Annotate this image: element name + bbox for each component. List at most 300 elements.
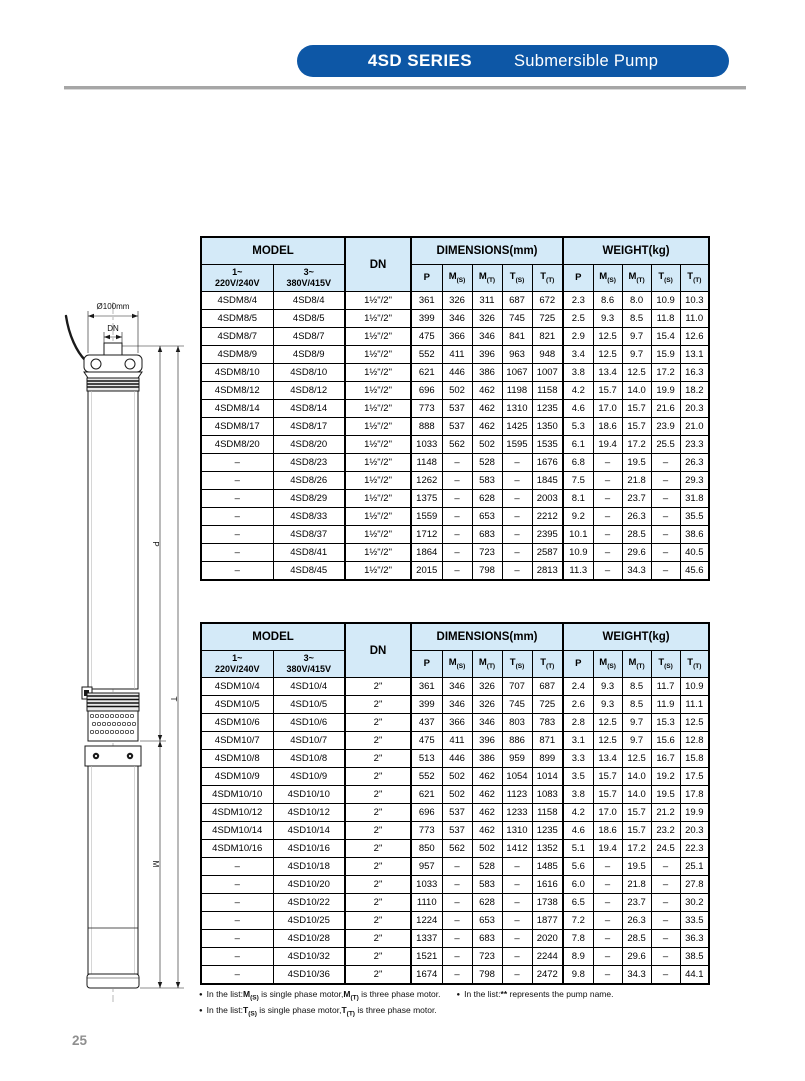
table-cell: 462 bbox=[472, 786, 502, 804]
table-cell: 2212 bbox=[532, 508, 563, 526]
table-cell: 621 bbox=[411, 364, 442, 382]
table-cell: 4SD10/22 bbox=[273, 894, 345, 912]
table-row bbox=[201, 804, 709, 822]
pump-spec-table-8 bbox=[200, 236, 710, 581]
table-cell: 1595 bbox=[502, 436, 532, 454]
table-cell: 1½"/2" bbox=[345, 508, 411, 526]
column-header: $M_{(T)}$ bbox=[472, 265, 502, 292]
column-header: $T_{(S)}$ bbox=[502, 651, 532, 678]
table-cell: 19.4 bbox=[593, 840, 622, 858]
table-cell: – bbox=[201, 894, 273, 912]
table-row bbox=[201, 328, 709, 346]
table-cell: 15.8 bbox=[680, 750, 709, 768]
table-cell: – bbox=[593, 562, 622, 581]
table-cell: 502 bbox=[472, 436, 502, 454]
table-cell: 1½"/2" bbox=[345, 490, 411, 508]
table-row bbox=[201, 310, 709, 328]
table-cell: 725 bbox=[532, 310, 563, 328]
footnotes bbox=[199, 989, 779, 1020]
table-cell: 326 bbox=[472, 678, 502, 696]
table-cell: 29.6 bbox=[622, 948, 651, 966]
table-cell: – bbox=[502, 490, 532, 508]
dimensions-header: DIMENSIONS(mm) bbox=[411, 237, 563, 265]
table-cell: 9.3 bbox=[593, 678, 622, 696]
table-cell: – bbox=[442, 858, 472, 876]
table-cell: 1521 bbox=[411, 948, 442, 966]
table-cell: – bbox=[201, 508, 273, 526]
column-header: $T_{(S)}$ bbox=[651, 265, 680, 292]
table-cell: 1158 bbox=[532, 382, 563, 400]
table-cell: 15.7 bbox=[622, 418, 651, 436]
table-cell: – bbox=[201, 562, 273, 581]
table-cell: 19.9 bbox=[651, 382, 680, 400]
table-cell: 19.9 bbox=[680, 804, 709, 822]
table-cell: 1738 bbox=[532, 894, 563, 912]
table-cell: 20.3 bbox=[680, 822, 709, 840]
table-cell: 4SDM10/16 bbox=[201, 840, 273, 858]
column-header: $M_{(S)}$ bbox=[593, 651, 622, 678]
table-cell: 23.3 bbox=[680, 436, 709, 454]
column-header: P bbox=[563, 265, 593, 292]
table-cell: 9.7 bbox=[622, 328, 651, 346]
table-cell: 3.8 bbox=[563, 364, 593, 382]
table-row bbox=[201, 436, 709, 454]
table-cell: 4SD8/14 bbox=[273, 400, 345, 418]
table-cell: 28.5 bbox=[622, 930, 651, 948]
table-cell: – bbox=[593, 894, 622, 912]
table-cell: 1½"/2" bbox=[345, 418, 411, 436]
table-cell: 2" bbox=[345, 732, 411, 750]
table-cell: 1½"/2" bbox=[345, 472, 411, 490]
table-cell: 4SDM10/12 bbox=[201, 804, 273, 822]
table-cell: 9.7 bbox=[622, 732, 651, 750]
table-cell: – bbox=[651, 526, 680, 544]
table-cell: 1559 bbox=[411, 508, 442, 526]
table-cell: – bbox=[502, 930, 532, 948]
table-cell: 6.8 bbox=[563, 454, 593, 472]
column-header: $M_{(S)}$ bbox=[593, 265, 622, 292]
table-row bbox=[201, 696, 709, 714]
table-cell: 4SDM8/5 bbox=[201, 310, 273, 328]
table-row bbox=[201, 714, 709, 732]
table-row bbox=[201, 948, 709, 966]
table-cell: 1½"/2" bbox=[345, 310, 411, 328]
model-header: MODEL bbox=[201, 623, 345, 651]
table-cell: 2" bbox=[345, 930, 411, 948]
table-cell: 21.8 bbox=[622, 472, 651, 490]
table-cell: – bbox=[502, 544, 532, 562]
table-cell: 1616 bbox=[532, 876, 563, 894]
weight-header: WEIGHT(kg) bbox=[563, 623, 709, 651]
table-cell: 4.2 bbox=[563, 804, 593, 822]
table-cell: 537 bbox=[442, 804, 472, 822]
table-cell: 6.5 bbox=[563, 894, 593, 912]
table-cell: 346 bbox=[472, 328, 502, 346]
table-cell: 462 bbox=[472, 400, 502, 418]
table-cell: – bbox=[442, 562, 472, 581]
column-header: $T_{(T)}$ bbox=[680, 265, 709, 292]
table-row bbox=[201, 858, 709, 876]
table-cell: – bbox=[502, 876, 532, 894]
table-cell: 23.9 bbox=[651, 418, 680, 436]
table-cell: 33.5 bbox=[680, 912, 709, 930]
table-cell: – bbox=[651, 894, 680, 912]
dimension-p-label: P bbox=[151, 541, 160, 547]
table-cell: 4SDM10/10 bbox=[201, 786, 273, 804]
table-cell: 23.7 bbox=[622, 894, 651, 912]
table-cell: 14.0 bbox=[622, 382, 651, 400]
table-cell: – bbox=[201, 544, 273, 562]
table-cell: 4SD8/7 bbox=[273, 328, 345, 346]
table-cell: 11.1 bbox=[680, 696, 709, 714]
table-cell: 2.3 bbox=[563, 292, 593, 310]
table-cell: 4SD8/23 bbox=[273, 454, 345, 472]
table-cell: – bbox=[651, 966, 680, 985]
table-cell: 552 bbox=[411, 768, 442, 786]
series-title: 4SD SERIES bbox=[367, 51, 472, 70]
table-cell: 3.3 bbox=[563, 750, 593, 768]
table-cell: 1½"/2" bbox=[345, 328, 411, 346]
table-cell: 2395 bbox=[532, 526, 563, 544]
table-cell: 10.9 bbox=[680, 678, 709, 696]
weight-header: WEIGHT(kg) bbox=[563, 237, 709, 265]
table-cell: 21.2 bbox=[651, 804, 680, 822]
dimension-m-label: M bbox=[151, 860, 160, 868]
table-cell: 462 bbox=[472, 822, 502, 840]
dimensions-header: DIMENSIONS(mm) bbox=[411, 623, 563, 651]
table-cell: 2" bbox=[345, 750, 411, 768]
table-cell: 2" bbox=[345, 840, 411, 858]
bullet-icon: ● bbox=[199, 1007, 203, 1014]
table-cell: 1033 bbox=[411, 436, 442, 454]
table-cell: 26.3 bbox=[622, 508, 651, 526]
table-cell: 696 bbox=[411, 382, 442, 400]
table-cell: 4SD8/20 bbox=[273, 436, 345, 454]
table-cell: 683 bbox=[472, 526, 502, 544]
table-body bbox=[201, 292, 709, 581]
table-cell: 687 bbox=[502, 292, 532, 310]
table-cell: 8.0 bbox=[622, 292, 651, 310]
table-cell: 326 bbox=[442, 292, 472, 310]
table-cell: 1337 bbox=[411, 930, 442, 948]
table-row bbox=[201, 472, 709, 490]
table-cell: 1½"/2" bbox=[345, 526, 411, 544]
single-phase-header: 1~ 220V/240V bbox=[201, 265, 273, 292]
table-cell: 15.9 bbox=[651, 346, 680, 364]
table-cell: 4SDM10/9 bbox=[201, 768, 273, 786]
table-cell: 475 bbox=[411, 328, 442, 346]
table-row bbox=[201, 418, 709, 436]
table-cell: 8.5 bbox=[622, 678, 651, 696]
table-row bbox=[201, 346, 709, 364]
table-cell: 6.0 bbox=[563, 876, 593, 894]
table-cell: 8.1 bbox=[563, 490, 593, 508]
table-cell: – bbox=[201, 858, 273, 876]
table-cell: 562 bbox=[442, 436, 472, 454]
table-cell: 15.7 bbox=[593, 768, 622, 786]
table-cell: 326 bbox=[472, 310, 502, 328]
table-cell: – bbox=[502, 912, 532, 930]
table-cell: 888 bbox=[411, 418, 442, 436]
table-cell: 3.5 bbox=[563, 768, 593, 786]
column-header: $T_{(T)}$ bbox=[532, 651, 563, 678]
table-cell: 2" bbox=[345, 912, 411, 930]
column-header: $M_{(S)}$ bbox=[442, 265, 472, 292]
table-cell: – bbox=[442, 508, 472, 526]
table-cell: 2813 bbox=[532, 562, 563, 581]
table-cell: 1158 bbox=[532, 804, 563, 822]
table-cell: 1350 bbox=[532, 418, 563, 436]
table-cell: 346 bbox=[472, 714, 502, 732]
table-cell: 4SD8/4 bbox=[273, 292, 345, 310]
table-cell: 21.6 bbox=[651, 400, 680, 418]
table-cell: 2" bbox=[345, 876, 411, 894]
table-cell: 2" bbox=[345, 822, 411, 840]
table-cell: 2587 bbox=[532, 544, 563, 562]
column-header: $M_{(T)}$ bbox=[472, 651, 502, 678]
table-cell: 4SD10/9 bbox=[273, 768, 345, 786]
table-cell: 821 bbox=[532, 328, 563, 346]
table-cell: 17.0 bbox=[593, 804, 622, 822]
table-cell: 1½"/2" bbox=[345, 436, 411, 454]
table-cell: 7.8 bbox=[563, 930, 593, 948]
bullet-icon: ● bbox=[456, 992, 461, 998]
table-cell: 5.1 bbox=[563, 840, 593, 858]
table-cell: 841 bbox=[502, 328, 532, 346]
table-cell: 386 bbox=[472, 364, 502, 382]
dn-header: DN bbox=[345, 623, 411, 678]
table-cell: 12.8 bbox=[680, 732, 709, 750]
table-cell: 8.5 bbox=[622, 310, 651, 328]
table-cell: 1877 bbox=[532, 912, 563, 930]
table-cell: 2" bbox=[345, 804, 411, 822]
table-cell: – bbox=[442, 454, 472, 472]
table-cell: 437 bbox=[411, 714, 442, 732]
table-row bbox=[201, 732, 709, 750]
table-cell: 15.7 bbox=[622, 400, 651, 418]
three-phase-header: 3~ 380V/415V bbox=[273, 265, 345, 292]
table-cell: 9.3 bbox=[593, 310, 622, 328]
table-cell: 4SD10/28 bbox=[273, 930, 345, 948]
table-cell: – bbox=[593, 948, 622, 966]
table-cell: 8.9 bbox=[563, 948, 593, 966]
table-cell: – bbox=[442, 894, 472, 912]
table-cell: – bbox=[201, 912, 273, 930]
table-cell: 411 bbox=[442, 346, 472, 364]
diameter-label: Ø100mm bbox=[96, 302, 130, 311]
table-cell: 628 bbox=[472, 894, 502, 912]
table-cell: 4SD10/5 bbox=[273, 696, 345, 714]
table-cell: 1262 bbox=[411, 472, 442, 490]
table-cell: 803 bbox=[502, 714, 532, 732]
table-cell: 12.5 bbox=[593, 714, 622, 732]
table-cell: – bbox=[201, 490, 273, 508]
table-cell: 23.7 bbox=[622, 490, 651, 508]
table-cell: 12.5 bbox=[680, 714, 709, 732]
table-cell: 798 bbox=[472, 966, 502, 985]
table-cell: 4SD10/4 bbox=[273, 678, 345, 696]
table-cell: 4SDM10/6 bbox=[201, 714, 273, 732]
table-cell: 15.7 bbox=[622, 822, 651, 840]
table-cell: 45.6 bbox=[680, 562, 709, 581]
table-cell: 30.2 bbox=[680, 894, 709, 912]
table-row bbox=[201, 382, 709, 400]
pump-spec-table-10 bbox=[200, 622, 710, 985]
table-cell: 19.2 bbox=[651, 768, 680, 786]
column-header: $T_{(T)}$ bbox=[532, 265, 563, 292]
column-header: $M_{(T)}$ bbox=[622, 265, 651, 292]
table-cell: – bbox=[593, 454, 622, 472]
table-cell: 17.2 bbox=[622, 436, 651, 454]
table-cell: 22.3 bbox=[680, 840, 709, 858]
bullet-icon: ● bbox=[199, 992, 203, 998]
table-cell: 1123 bbox=[502, 786, 532, 804]
table-cell: 4.6 bbox=[563, 822, 593, 840]
table-cell: – bbox=[502, 894, 532, 912]
table-cell: – bbox=[442, 526, 472, 544]
table-cell: 15.6 bbox=[651, 732, 680, 750]
dn-header: DN bbox=[345, 237, 411, 292]
table-cell: 1033 bbox=[411, 876, 442, 894]
table-cell: 446 bbox=[442, 364, 472, 382]
table-cell: 2" bbox=[345, 894, 411, 912]
table-cell: 35.5 bbox=[680, 508, 709, 526]
table-cell: 4SD8/45 bbox=[273, 562, 345, 581]
table-cell: 28.5 bbox=[622, 526, 651, 544]
table-cell: 513 bbox=[411, 750, 442, 768]
table-cell: 346 bbox=[442, 678, 472, 696]
table-cell: 5.6 bbox=[563, 858, 593, 876]
table-cell: 1352 bbox=[532, 840, 563, 858]
table-cell: 687 bbox=[532, 678, 563, 696]
column-header: P bbox=[563, 651, 593, 678]
page-header-banner bbox=[297, 45, 729, 77]
table-cell: 9.8 bbox=[563, 966, 593, 985]
table-cell: 4SDM10/5 bbox=[201, 696, 273, 714]
table-cell: 10.1 bbox=[563, 526, 593, 544]
table-cell: 361 bbox=[411, 678, 442, 696]
table-cell: 1148 bbox=[411, 454, 442, 472]
table-cell: 396 bbox=[472, 732, 502, 750]
table-cell: 957 bbox=[411, 858, 442, 876]
table-cell: – bbox=[442, 966, 472, 985]
table-row bbox=[201, 292, 709, 310]
table-cell: 1412 bbox=[502, 840, 532, 858]
table-cell: 19.5 bbox=[622, 454, 651, 472]
table-cell: – bbox=[442, 876, 472, 894]
table-cell: 745 bbox=[502, 696, 532, 714]
table-cell: 2.5 bbox=[563, 310, 593, 328]
table-cell: 2" bbox=[345, 786, 411, 804]
table-cell: 4SDM8/14 bbox=[201, 400, 273, 418]
table-cell: 653 bbox=[472, 912, 502, 930]
table-cell: – bbox=[502, 508, 532, 526]
table-cell: 1310 bbox=[502, 400, 532, 418]
dn-label: DN bbox=[107, 324, 119, 333]
table-cell: 2015 bbox=[411, 562, 442, 581]
table-cell: 21.8 bbox=[622, 876, 651, 894]
table-cell: 17.8 bbox=[680, 786, 709, 804]
table-cell: 672 bbox=[532, 292, 563, 310]
table-cell: 11.3 bbox=[563, 562, 593, 581]
table-cell: 537 bbox=[442, 418, 472, 436]
table-cell: 15.7 bbox=[622, 804, 651, 822]
table-cell: 2" bbox=[345, 948, 411, 966]
table-cell: 9.2 bbox=[563, 508, 593, 526]
table-row bbox=[201, 876, 709, 894]
table-cell: – bbox=[442, 490, 472, 508]
table-cell: 696 bbox=[411, 804, 442, 822]
table-cell: 17.2 bbox=[651, 364, 680, 382]
table-cell: 502 bbox=[442, 382, 472, 400]
footnote-motor-t: ● In the $list:T_{(S)}$ is single phase $motor,T_{(T)}$ is three phase motor. bbox=[199, 1004, 437, 1018]
table-cell: 12.5 bbox=[622, 750, 651, 768]
table-cell: 886 bbox=[502, 732, 532, 750]
three-phase-header: 3~ 380V/415V bbox=[273, 651, 345, 678]
table-cell: 2.9 bbox=[563, 328, 593, 346]
table-cell: 745 bbox=[502, 310, 532, 328]
table-cell: 13.1 bbox=[680, 346, 709, 364]
table-cell: 4SDM8/17 bbox=[201, 418, 273, 436]
table-cell: 1½"/2" bbox=[345, 562, 411, 581]
table-cell: 475 bbox=[411, 732, 442, 750]
table-cell: 502 bbox=[472, 840, 502, 858]
table-cell: – bbox=[593, 526, 622, 544]
table-cell: 19.4 bbox=[593, 436, 622, 454]
table-cell: 621 bbox=[411, 786, 442, 804]
table-cell: 19.5 bbox=[651, 786, 680, 804]
table-cell: 653 bbox=[472, 508, 502, 526]
footnote-motor-m: ● In the $list:M_{(S)}$ is single phase $motor,M_{(T)}$ is three phase motor. bbox=[199, 989, 441, 1002]
table-cell: – bbox=[201, 526, 273, 544]
table-cell: 1½"/2" bbox=[345, 346, 411, 364]
column-header: P bbox=[411, 651, 442, 678]
table-row bbox=[201, 966, 709, 985]
table-row bbox=[201, 822, 709, 840]
table-cell: 11.0 bbox=[680, 310, 709, 328]
table-cell: 798 bbox=[472, 562, 502, 581]
table-cell: – bbox=[502, 858, 532, 876]
table-row bbox=[201, 508, 709, 526]
table-cell: 4SD10/14 bbox=[273, 822, 345, 840]
table-cell: 386 bbox=[472, 750, 502, 768]
table-row bbox=[201, 912, 709, 930]
table-cell: – bbox=[442, 472, 472, 490]
table-cell: – bbox=[502, 472, 532, 490]
table-cell: 4SD8/29 bbox=[273, 490, 345, 508]
table-cell: 18.6 bbox=[593, 822, 622, 840]
table-cell: 15.7 bbox=[593, 786, 622, 804]
table-cell: 1676 bbox=[532, 454, 563, 472]
table-cell: 12.5 bbox=[622, 364, 651, 382]
table-cell: 12.5 bbox=[593, 732, 622, 750]
table-cell: 8.5 bbox=[622, 696, 651, 714]
table-cell: 462 bbox=[472, 768, 502, 786]
table-cell: 773 bbox=[411, 822, 442, 840]
table-cell: 899 bbox=[532, 750, 563, 768]
table-cell: 3.1 bbox=[563, 732, 593, 750]
table-cell: 29.3 bbox=[680, 472, 709, 490]
table-cell: 1310 bbox=[502, 822, 532, 840]
table-cell: – bbox=[442, 948, 472, 966]
table-cell: 1535 bbox=[532, 436, 563, 454]
table-cell: 2" bbox=[345, 714, 411, 732]
table-cell: 15.4 bbox=[651, 328, 680, 346]
table-row bbox=[201, 786, 709, 804]
table-cell: 16.7 bbox=[651, 750, 680, 768]
table-cell: 1½"/2" bbox=[345, 454, 411, 472]
table-cell: 411 bbox=[442, 732, 472, 750]
